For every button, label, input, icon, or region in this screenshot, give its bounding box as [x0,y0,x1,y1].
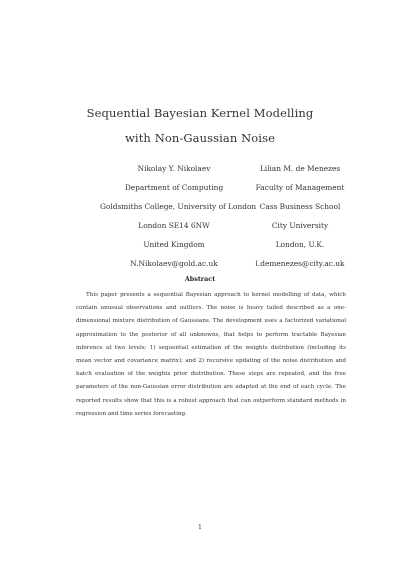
paper-title-line-2: with Non-Gaussian Noise [124,131,275,145]
author-institution: Cass Business School [259,202,341,211]
author-email: N.Nikolaev@gold.ac.uk [130,259,218,268]
author-block-1 [100,159,257,273]
author-department: Faculty of Management [255,183,345,192]
author-name: Nikolay Y. Nikolaev [137,164,211,173]
author-email: l.demenezes@city.ac.uk [255,259,345,268]
author-block-2 [248,159,352,273]
author-institution: Goldsmiths College, University of London [100,202,257,211]
author-address: City University [271,221,329,230]
abstract-text: This paper presents a sequential Bayesian approach to kernel modelling of data, which contain unusual observations and outliers. The noise is heavy tailed described as a one-dimensional mixture distribution of Gaussians. The development uses a factorized variational approximation to the posterior of all unknowns, that helps to perform tractable Bayesian inference at two levels: 1) sequential estimation of the weights distribution (including its mean vector and covariance matrix); and 2) recursive updating of the noise distribution and batch evaluation of the weights prior distribution. These steps are repeated, and the free parameters of the non-Gaussian error distribution are adapted at the end of each cycle. The reported results show that this is a robust approach that can outperform standard methods in regression and time series forecasting. [76,292,346,417]
abstract-heading: Abstract [184,275,216,283]
page-number: 1 [198,524,202,531]
author-address: London SE14 6NW [138,221,210,230]
author-country: United Kingdom [143,240,205,249]
author-name: Lilian M. de Menezes [259,164,341,173]
author-department: Department of Computing [124,183,224,192]
paper-title-line-1: Sequential Bayesian Kernel Modelling [86,106,314,120]
author-country: London, U.K. [275,240,325,249]
